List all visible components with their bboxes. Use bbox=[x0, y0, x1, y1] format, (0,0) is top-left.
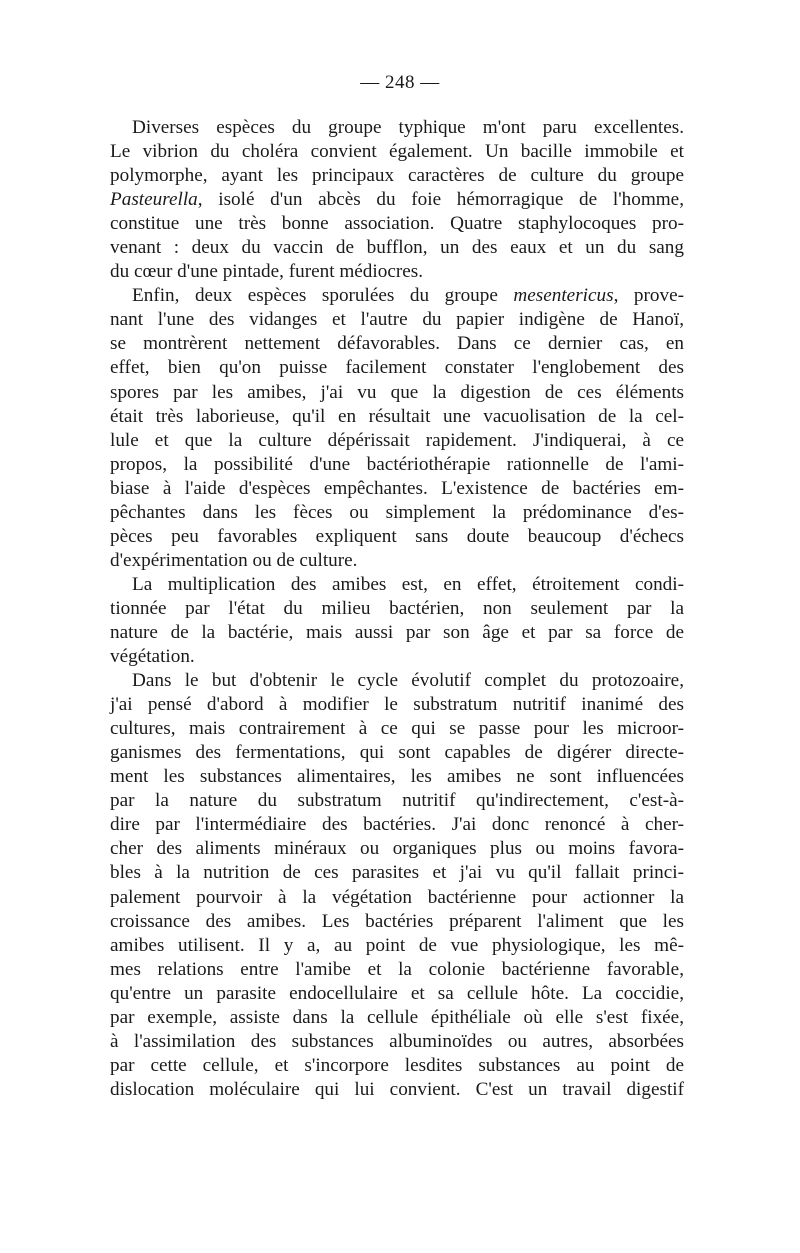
text-line: par exemple, assiste dans la cellule épithéliale où elle s'est fixée, bbox=[110, 1006, 684, 1028]
italic-species-name: mesentericus bbox=[513, 285, 614, 307]
text-line: propos, la possibilité d'une bactériothérapie rationnelle de l'ami- bbox=[110, 453, 684, 475]
paragraph-1 bbox=[110, 116, 684, 284]
text-line: était très laborieuse, qu'il en résultait une vacuolisation de la cel- bbox=[110, 405, 684, 427]
text-line: La multiplication des amibes est, en effet, étroitement condi- bbox=[132, 573, 684, 595]
text-line: dislocation moléculaire qui lui convient. C'est un travail digestif bbox=[110, 1078, 684, 1100]
text-line: amibes utilisent. Il y a, au point de vue physiologique, les mê- bbox=[110, 934, 684, 956]
text-line: croissance des amibes. Les bactéries préparent l'aliment que les bbox=[110, 910, 684, 932]
text-line: végétation. bbox=[110, 646, 195, 668]
text-line: d'expérimentation ou de culture. bbox=[110, 549, 358, 571]
text-line: cher des aliments minéraux ou organiques plus ou moins favora- bbox=[110, 838, 684, 860]
paragraph-3 bbox=[110, 573, 684, 669]
line-prefix: Enfin, deux espèces sporulées du groupe bbox=[132, 285, 514, 307]
text-line: biase à l'aide d'espèces empêchantes. L'existence de bactéries em- bbox=[110, 477, 684, 499]
body-text bbox=[110, 116, 684, 1102]
text-line: par cette cellule, et s'incorpore lesdites substances au point de bbox=[110, 1054, 684, 1076]
text-line: j'ai pensé d'abord à modifier le substratum nutritif inanimé des bbox=[110, 694, 684, 716]
text-line: à l'assimilation des substances albuminoïdes ou autres, absorbées bbox=[110, 1030, 684, 1052]
text-line: ganismes des fermentations, qui sont capables de digérer directe- bbox=[110, 742, 684, 764]
line-remainder: , isolé d'un abcès du foie hémorragique de l'homme, bbox=[197, 189, 684, 211]
text-line: pèces peu favorables expliquent sans doute beaucoup d'échecs bbox=[110, 525, 684, 547]
paragraph-2 bbox=[110, 284, 684, 573]
line-suffix: , prove- bbox=[613, 285, 684, 307]
text-line: Dans le but d'obtenir le cycle évolutif complet du protozoaire, bbox=[132, 670, 684, 692]
page-number: — 248 — bbox=[360, 72, 440, 93]
text-line: se montrèrent nettement défavorables. Dans ce dernier cas, en bbox=[110, 333, 684, 355]
text-line: nature de la bactérie, mais aussi par son âge et par sa force de bbox=[110, 621, 684, 643]
text-line: venant : deux du vaccin de bufflon, un des eaux et un du sang bbox=[110, 237, 684, 259]
text-line: dire par l'intermédiaire des bactéries. J'ai donc renoncé à cher- bbox=[110, 814, 684, 836]
text-line-with-italic bbox=[110, 188, 684, 212]
paragraph-4 bbox=[110, 669, 684, 1102]
text-line: lule et que la culture dépérissait rapidement. J'indiquerai, à ce bbox=[110, 429, 684, 451]
text-line: ment les substances alimentaires, les amibes ne sont influencées bbox=[110, 766, 684, 788]
text-line: mes relations entre l'amibe et la colonie bactérienne favorable, bbox=[110, 958, 684, 980]
text-line: bles à la nutrition de ces parasites et j'ai vu qu'il fallait princi- bbox=[110, 862, 684, 884]
text-line: effet, bien qu'on puisse facilement constater l'englobement des bbox=[110, 357, 684, 379]
text-line: spores par les amibes, j'ai vu que la digestion de ces éléments bbox=[110, 381, 684, 403]
text-line: constitue une très bonne association. Quatre staphylocoques pro- bbox=[110, 213, 684, 235]
text-line: cultures, mais contrairement à ce qui se passe pour les microor- bbox=[110, 718, 684, 740]
text-line: pêchantes dans les fèces ou simplement la prédominance d'es- bbox=[110, 501, 684, 523]
text-line: qu'entre un parasite endocellulaire et sa cellule hôte. La coccidie, bbox=[110, 982, 684, 1004]
text-line: par la nature du substratum nutritif qu'indirectement, c'est-à- bbox=[110, 790, 684, 812]
text-line: polymorphe, ayant les principaux caractères de culture du groupe bbox=[110, 165, 684, 187]
text-line: nant l'une des vidanges et l'autre du papier indigène de Hanoï, bbox=[110, 309, 684, 331]
text-line: Diverses espèces du groupe typhique m'ont paru excellentes. bbox=[132, 117, 684, 138]
text-line: tionnée par l'état du milieu bactérien, non seulement par la bbox=[110, 597, 684, 619]
italic-genus-name: Pasteurella bbox=[110, 189, 198, 211]
text-line-with-italic bbox=[110, 284, 684, 308]
text-line: du cœur d'une pintade, furent médiocres. bbox=[110, 261, 424, 283]
text-line: palement pourvoir à la végétation bactérienne pour actionner la bbox=[110, 886, 684, 908]
text-line: Le vibrion du choléra convient également. Un bacille immobile et bbox=[110, 141, 684, 163]
